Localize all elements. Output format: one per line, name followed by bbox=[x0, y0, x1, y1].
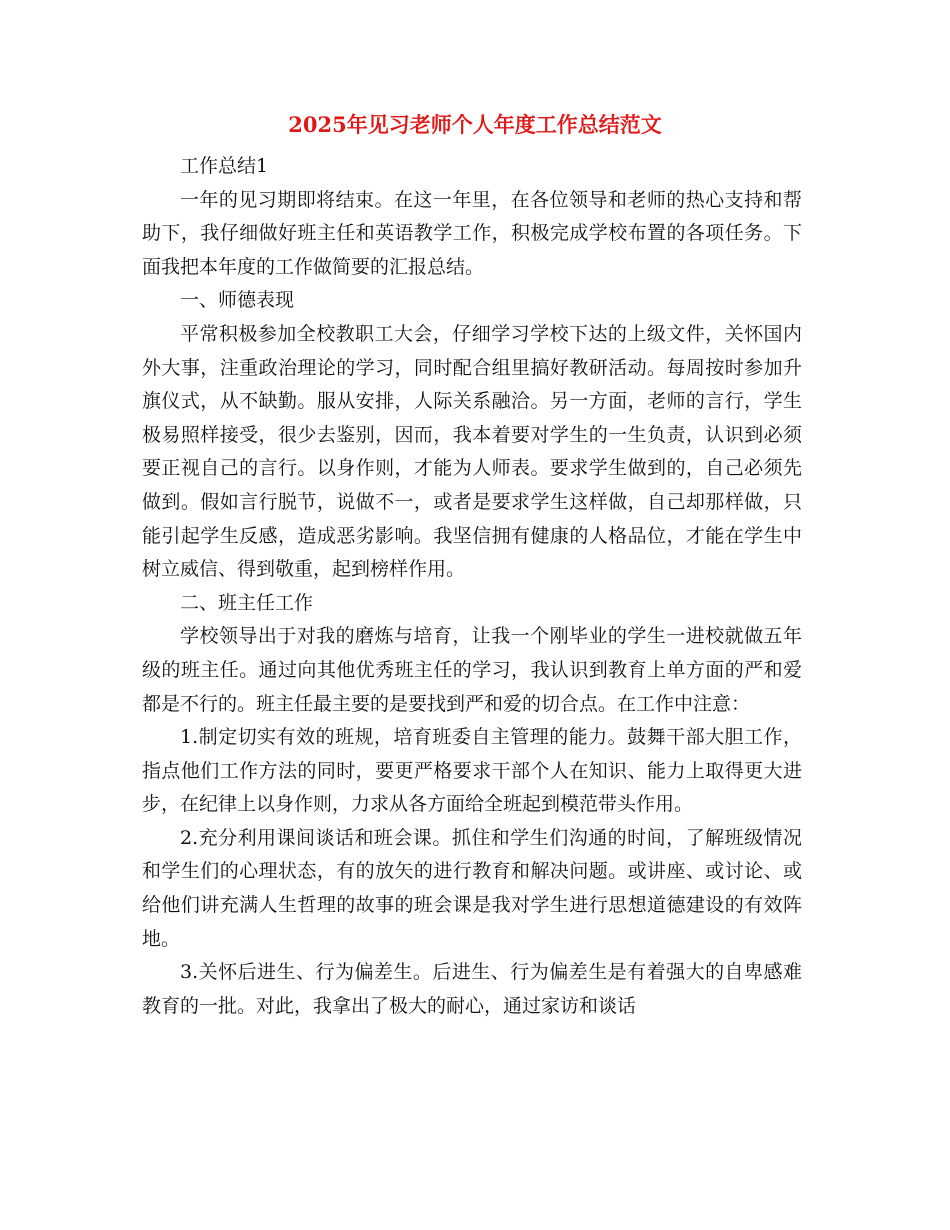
paragraph-item-3: 3.关怀后进生、行为偏差生。后进生、行为偏差生是有着强大的自卑感难教育的一批。对此，我拿出了极大的耐心，通过家访和谈话 bbox=[142, 961, 802, 1017]
paragraph-item-2: 2.充分利用课间谈话和班会课。抓住和学生们沟通的时间，了解班级情况和学生们的心理状态，有的放矢的进行教育和解决问题。或讲座、或讨论、或给他们讲充满人生哲理的故事的班会课是我对学生进行思想道德建设的有效阵地。 bbox=[142, 826, 802, 950]
paragraph-class-teacher: 学校领导出于对我的磨炼与培育，让我一个刚毕业的学生一进校就做五年级的班主任。通过向其他优秀班主任的学习，我认识到教育上单方面的严和爱都是不行的。班主任最主要的是要找到严和爱的切合点。在工作中注意： bbox=[142, 625, 802, 715]
paragraph-item-1: 1.制定切实有效的班规，培育班委自主管理的能力。鼓舞干部大胆工作，指点他们工作方法的同时，要更严格要求干部个人在知识、能力上取得更大进步，在纪律上以身作则，力求从各方面给全班起到模范带头作用。 bbox=[142, 726, 802, 816]
paragraph-intro: 一年的见习期即将结束。在这一年里，在各位领导和老师的热心支持和帮助下，我仔细做好班主任和英语教学工作，积极完成学校布置的各项任务。下面我把本年度的工作做简要的汇报总结。 bbox=[142, 188, 802, 278]
paragraph-ethics: 平常积极参加全校教职工大会，仔细学习学校下达的上级文件，关怀国内外大事，注重政治理论的学习，同时配合组里搞好教研活动。每周按时参加升旗仪式，从不缺勤。服从安排，人际关系融洽。另一方面，老师的言行，学生极易照样接受，很少去鉴别，因而，我本着要对学生的一生负责，认识到必须要正视自己的言行。以身作则，才能为人师表。要求学生做到的，自己必须先做到。假如言行脱节，说做不一，或者是要求学生这样做，自己却那样做，只能引起学生反感，造成恶劣影响。我坚信拥有健康的人格品位，才能在学生中树立威信、得到敬重，起到榜样作用。 bbox=[142, 322, 802, 581]
document-body bbox=[142, 150, 802, 1023]
paragraph-heading-summary-1: 工作总结1 bbox=[180, 155, 269, 177]
section-heading-ethics: 一、师德表现 bbox=[180, 289, 295, 312]
document-title: 2025年见习老师个人年度工作总结范文 bbox=[288, 112, 662, 137]
section-heading-class-teacher: 二、班主任工作 bbox=[180, 591, 314, 614]
